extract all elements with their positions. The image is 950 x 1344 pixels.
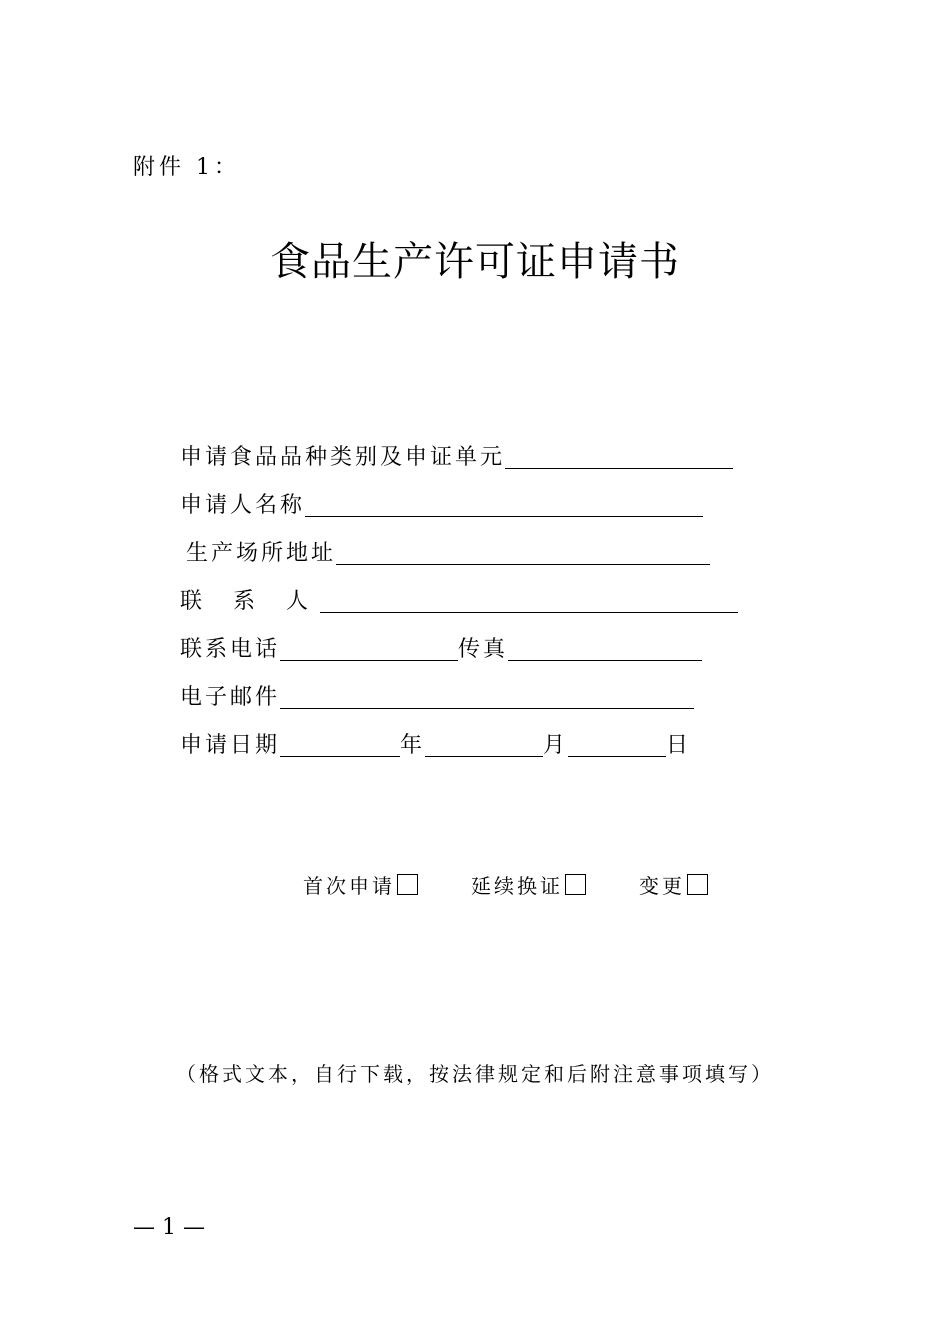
- phone-fax-row: [180, 632, 702, 663]
- document-title: 食品生产许可证申请书: [270, 239, 680, 285]
- applicant-row: [180, 488, 703, 519]
- phone-field[interactable]: [280, 638, 458, 661]
- address-row: [186, 536, 710, 567]
- year-field[interactable]: [280, 734, 400, 757]
- date-label: 申请日期: [180, 733, 281, 758]
- first-application-option[interactable]: [303, 870, 418, 899]
- attachment-label: 附件 1：: [133, 155, 240, 180]
- renewal-label: 延续换证: [471, 874, 563, 898]
- month-field[interactable]: [425, 734, 543, 757]
- contact-field[interactable]: [320, 590, 738, 613]
- category-row: [180, 440, 733, 471]
- month-label: 月: [543, 733, 569, 758]
- change-option[interactable]: [639, 870, 708, 899]
- renewal-checkbox[interactable]: [565, 874, 586, 895]
- applicant-label: 申请人名称: [180, 493, 306, 518]
- day-label: 日: [666, 733, 692, 758]
- email-row: [180, 680, 694, 711]
- date-row: [180, 728, 691, 759]
- renewal-option[interactable]: [471, 870, 586, 899]
- email-label: 电子邮件: [180, 685, 281, 710]
- category-label: 申请食品品种类别及申证单元: [180, 445, 506, 470]
- year-label: 年: [400, 733, 426, 758]
- phone-label: 联系电话: [180, 637, 281, 662]
- fax-field[interactable]: [508, 638, 702, 661]
- format-note: （格式文本，自行下载，按法律规定和后附注意事项填写）: [176, 1062, 774, 1086]
- page-number: — 1 —: [133, 1215, 205, 1240]
- contact-label: 联 系 人: [180, 589, 320, 614]
- change-label: 变更: [639, 874, 685, 898]
- address-field[interactable]: [336, 542, 710, 565]
- category-field[interactable]: [505, 446, 733, 469]
- applicant-field[interactable]: [305, 494, 703, 517]
- first-application-checkbox[interactable]: [397, 874, 418, 895]
- contact-row: [180, 584, 738, 615]
- day-field[interactable]: [568, 734, 666, 757]
- fax-label: 传真: [458, 637, 509, 662]
- address-label: 生产场所地址: [186, 541, 337, 566]
- email-field[interactable]: [280, 686, 694, 709]
- first-application-label: 首次申请: [303, 874, 395, 898]
- change-checkbox[interactable]: [687, 874, 708, 895]
